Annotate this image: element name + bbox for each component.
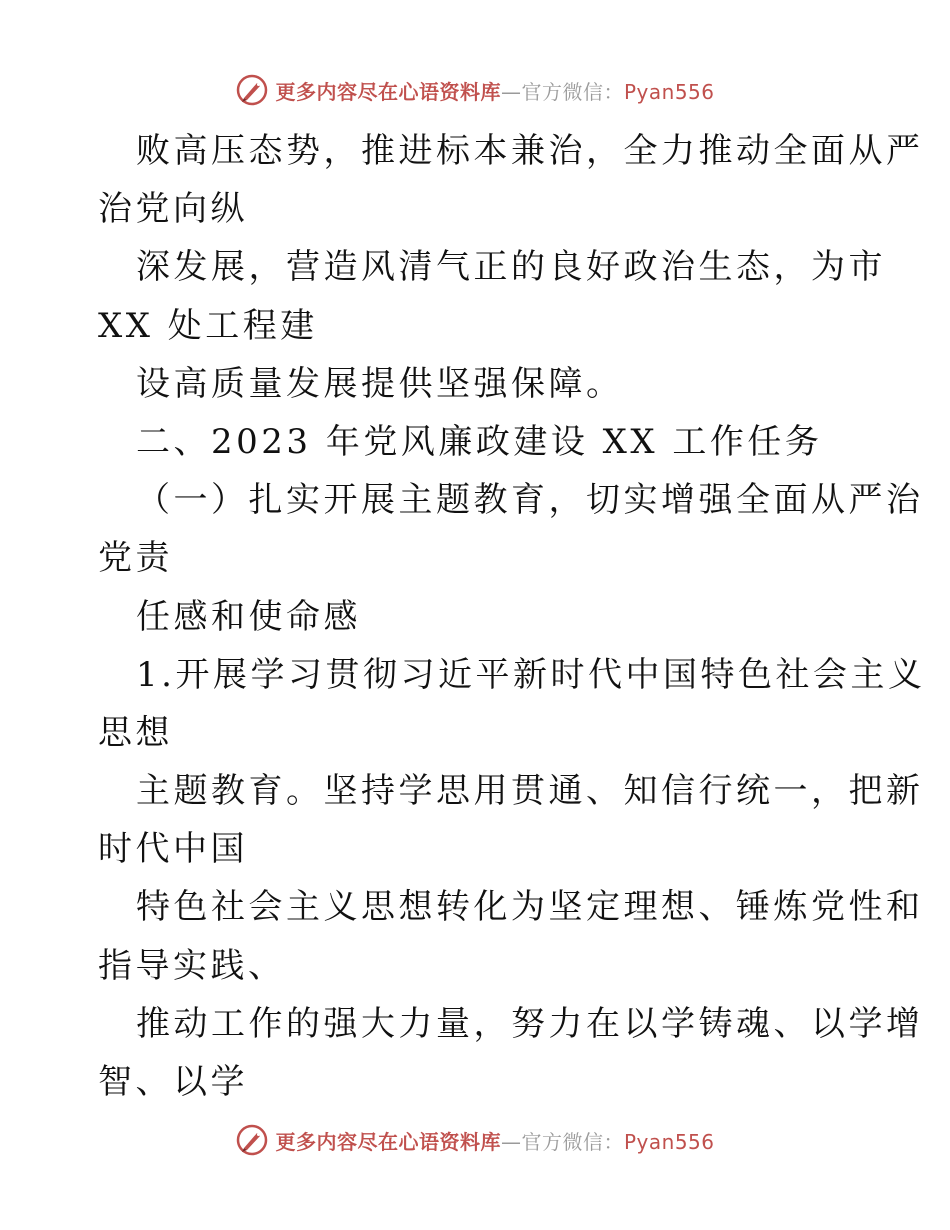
section-heading: 二、2023 年党风廉政建设 XX 工作任务 bbox=[136, 421, 823, 462]
header-dash: — bbox=[500, 79, 522, 104]
body-line-9: 任感和使命感 bbox=[136, 596, 361, 637]
subsection-heading: （一）扎实开展主题教育，切实增强全面从严治 bbox=[136, 480, 924, 521]
footer-official: 官方微信： bbox=[521, 1129, 624, 1154]
body-line-12: 主题教育。坚持学思用贯通、知信行统一，把新 bbox=[136, 771, 924, 812]
numbered-item-1: 1.开展学习贯彻习近平新时代中国特色社会主义 bbox=[136, 654, 926, 695]
body-line-8: 党责 bbox=[98, 538, 173, 579]
body-line-13: 时代中国 bbox=[98, 829, 248, 870]
header-banner bbox=[0, 70, 950, 110]
document-body bbox=[98, 122, 926, 1111]
footer-banner-text bbox=[275, 1126, 714, 1155]
pen-logo-icon bbox=[235, 73, 269, 107]
footer-banner bbox=[0, 1120, 950, 1160]
header-official: 官方微信： bbox=[521, 79, 624, 104]
body-line-14: 特色社会主义思想转化为坚定理想、锤炼党性和 bbox=[136, 887, 924, 928]
body-line-4: XX 处工程建 bbox=[98, 305, 318, 346]
header-banner-text bbox=[275, 76, 714, 105]
body-line-5: 设高质量发展提供坚强保障。 bbox=[136, 363, 624, 404]
body-line-17: 智、以学 bbox=[98, 1062, 248, 1102]
footer-dash: — bbox=[500, 1129, 522, 1154]
body-line-3: 深发展，营造风清气正的良好政治生态，为市 bbox=[136, 247, 886, 288]
body-line-2: 治党向纵 bbox=[98, 189, 248, 230]
pen-logo-icon bbox=[235, 1123, 269, 1157]
footer-handle: Pyan556 bbox=[623, 1129, 715, 1154]
footer-brand: 更多内容尽在心语资料库 bbox=[275, 1129, 501, 1154]
body-line-11: 思想 bbox=[98, 712, 173, 753]
body-line-16: 推动工作的强大力量，努力在以学铸魂、以学增 bbox=[136, 1003, 924, 1044]
body-line-1: 败高压态势，推进标本兼治，全力推动全面从严 bbox=[136, 131, 924, 171]
body-line-15: 指导实践、 bbox=[98, 945, 286, 986]
header-handle: Pyan556 bbox=[623, 79, 715, 104]
header-brand: 更多内容尽在心语资料库 bbox=[275, 79, 501, 104]
